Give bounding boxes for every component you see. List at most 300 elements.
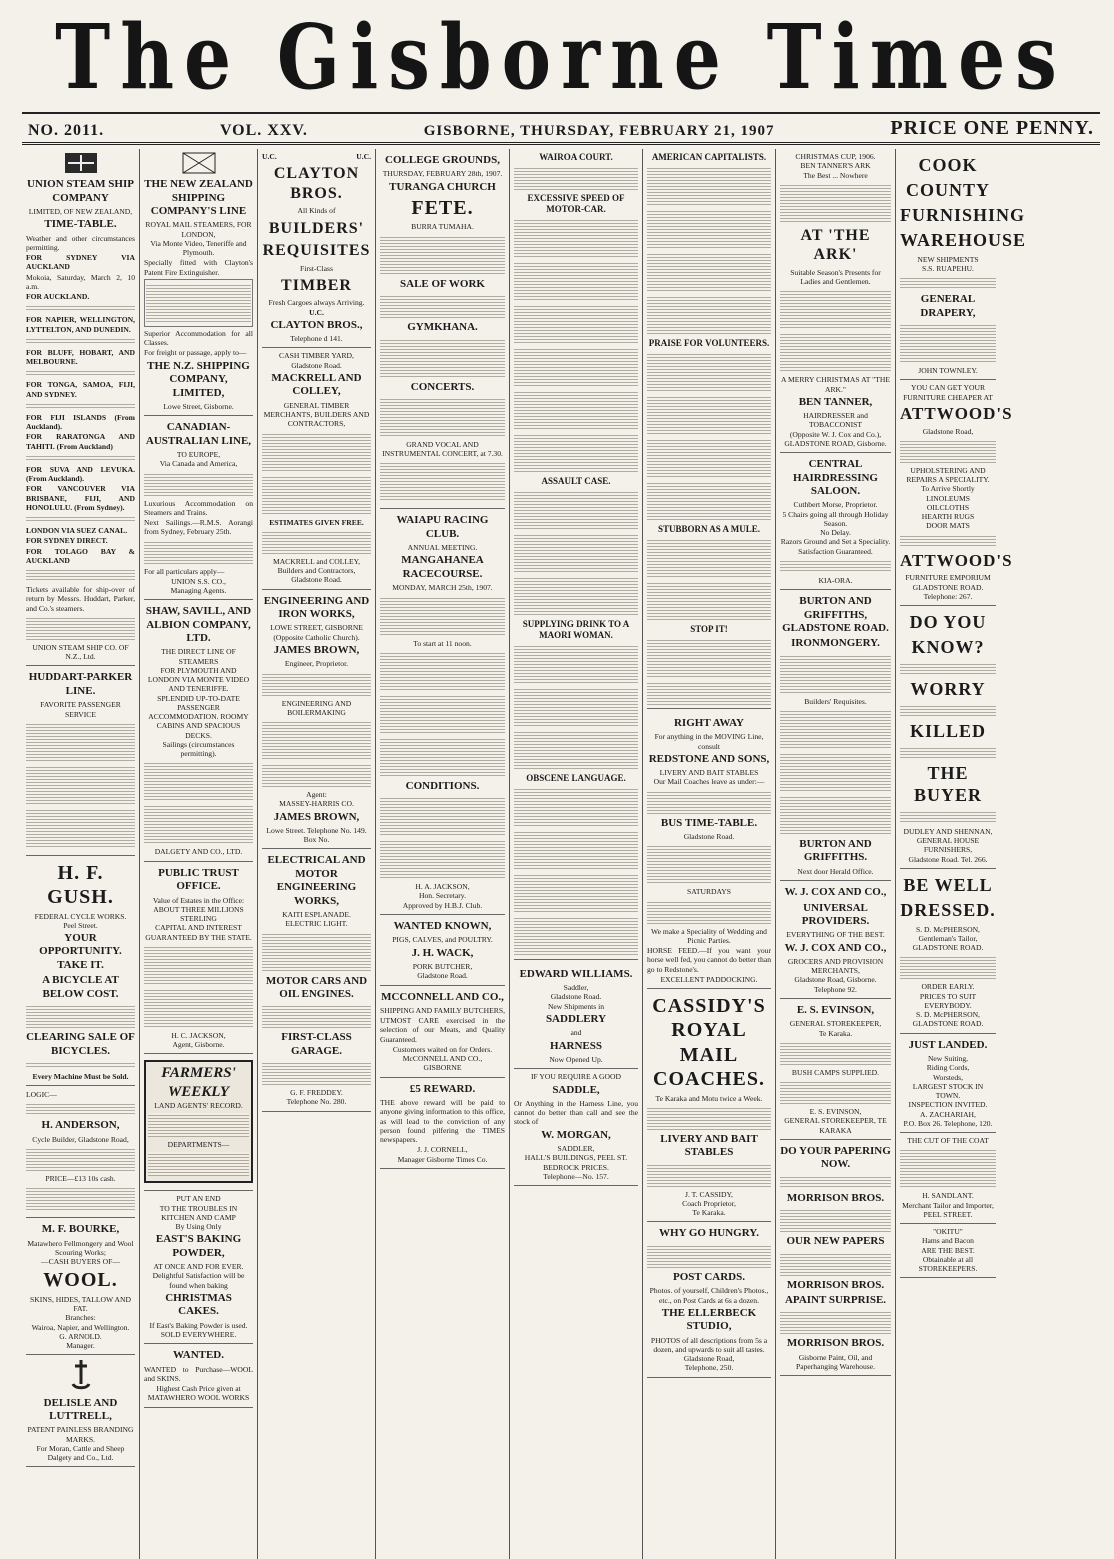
canadian-title: CANADIAN-AUSTRALIAN LINE, [145,421,252,447]
wack-name: J. H. WACK, [411,946,474,959]
attwood-telephone: Telephone: 267. [923,591,973,601]
new-papers: OUR NEW PAPERS [786,1235,885,1248]
text-lines [514,644,638,684]
central-hairdressing: CENTRAL HAIRDRESSING SALOON. [793,458,878,497]
timetable-heading: TIME-TABLE. [44,218,117,231]
burton-signature: BURTON AND GRIFFITHS. [799,838,872,864]
text-lines [780,1310,891,1334]
text-lines [900,662,996,676]
be-well: BE WELL [903,874,993,895]
cash-buyers: —CASH BUYERS OF— [41,1257,120,1267]
text-lines [380,596,505,636]
customers-waited: Customers waited on for Orders. [392,1044,493,1054]
requisites-heading: REQUISITES [262,242,371,260]
electrical-works: ELECTRICAL AND MOTOR ENGINEERING WORKS, [267,854,366,907]
by-using: By Using Only [175,1222,222,1232]
column-3 [258,149,376,1559]
hairdresser: HAIRDRESSER and TOBACCONIST [803,411,868,430]
column-1 [22,149,140,1559]
text-lines [380,294,505,318]
canadian-australian-ad [144,416,253,600]
utmost-care: UTMOST CARE exercised in the selection of our Meats, and Quality Guaranteed. [380,1016,505,1044]
union-agent: UNION S.S. CO., [171,576,226,586]
attwood-road-2: GLADSTONE ROAD. [912,582,984,592]
weather-note: Weather and other circumstances permitting. [26,233,135,252]
opposite-cox: (Opposite W. J. Cox and Co.), GLADSTONE ROAD, Gisborne. [784,429,887,448]
suva-heading: FOR SUVA AND LEVUKA. (From Auckland). [26,464,135,484]
uc-center: U.C. [309,307,324,317]
killed: KILLED [909,720,987,741]
grocers: GROCERS AND PROVISION MERCHANTS, [787,956,884,976]
text-lines [26,369,135,377]
union-sub: LIMITED, OF NEW ZEALAND, [28,207,133,217]
assault-heading: ASSAULT CASE. [541,475,611,486]
text-lines [514,687,638,727]
particulars-line: For all particulars apply— [144,566,225,576]
gush-sub: FEDERAL CYCLE WORKS. [34,911,127,921]
text-lines [380,694,505,734]
clayton-title: CLAYTON BROS. [273,165,360,202]
capital-line: CAPITAL AND INTEREST GUARANTEED BY THE STATE. [145,923,252,942]
text-lines [514,304,638,344]
text-lines [647,1106,771,1130]
text-lines [647,844,771,884]
approved-by: Approved by H.B.J. Club. [402,900,483,910]
tolaga-heading: FOR TOLAGO BAY & AUCKLAND [26,546,135,565]
wack-butcher-ad [380,915,505,986]
text-lines [26,616,135,640]
cuthbert-morse: Cuthbert Morse, Proprietor. [793,500,878,510]
mcconnell-signature: McCONNELL AND CO., [402,1054,483,1064]
worsteds: Worsteds, [933,1072,963,1082]
text-lines [262,932,371,972]
union-title: UNION STEAM SHIP COMPANY [27,178,134,204]
reward-heading: £5 REWARD. [409,1082,476,1095]
bus-road: Gladstone Road. [683,832,735,842]
morgan-saddler-ad [514,1069,638,1186]
inspection-invited: INSPECTION INVITED. [908,1100,988,1110]
rarotonga-heading: FOR RARATONGA AND TAHITI. (From Auckland) [26,432,135,451]
text-lines [26,808,135,848]
shaw-savill-ad [144,600,253,861]
text-lines [780,709,891,749]
evinson-ad [780,999,891,1140]
mail-coaches: Our Mail Coaches leave as under:— [653,777,765,787]
williams-trade: Saddler, [563,983,589,993]
text-lines [26,515,135,523]
clayton-bros-ad [262,149,371,348]
luxurious-line: Luxurious Accommodation on Steamers and Trains. [144,498,253,517]
john-townley: JOHN TOWNLEY. [918,366,978,376]
general-merchants: GENERAL TIMBER MERCHANTS, BUILDERS AND CONTRACTORS, [263,400,370,429]
five-chairs: 5 Chairs going all through Holiday Season. [782,509,889,528]
now-opened: Now Opened Up. [549,1055,603,1064]
fete-heading: FETE. [411,197,474,220]
sydney-heading: FOR SYDNEY VIA AUCKLAND [26,253,135,272]
tanner-ark: BEN TANNER'S ARK [800,161,871,171]
bedrock-prices: BEDROCK PRICES. [543,1162,609,1172]
masthead [22,8,1100,108]
wanted-heading: WANTED. [172,1349,225,1362]
warehouse-heading: WAREHOUSE [900,229,1027,250]
merchant-tailor: Merchant Tailor and Importer, [902,1200,994,1210]
text-lines [900,534,996,548]
gush-name: H. F. GUSH. [47,861,114,909]
text-lines [26,1147,135,1171]
text-lines [514,390,638,430]
dalgety-agents: DALGETY AND CO., LTD. [154,847,243,857]
text-lines [647,166,771,206]
waiapu-racing: WAIAPU RACING CLUB. [396,514,489,540]
royal-mail: ROYAL MAIL STEAMERS, FOR LONDON, [145,220,252,239]
saddlery: SADDLERY [545,1012,607,1025]
cook-county-ad [900,149,1027,380]
text-lines [144,540,253,564]
wairoa-court-article [514,152,638,956]
text-lines [780,1080,891,1104]
text-lines [647,1244,771,1268]
nz-shipping-ad [144,149,253,416]
delisle-name: DELISLE AND LUTTRELL, [43,1396,118,1423]
reward-ad [380,1078,505,1169]
okitu-ad [900,1224,996,1278]
papering-now: DO YOUR PAPERING NOW. [780,1144,891,1171]
new-shipments-8: NEW SHIPMENTS [917,254,979,264]
ironmongery: IRONMONGERY. [791,637,880,650]
managing-agents: Managing Agents. [170,586,227,595]
pork-butcher: PORK BUTCHER, [412,962,473,972]
mangahanea: MANGAHANEA RACECOURSE. [401,554,484,580]
anderson-sub: Cycle Builder, Gladstone Road, [32,1134,129,1144]
james-brown-ad [262,590,371,850]
cassidy-name: J. T. CASSIDY, [685,1189,733,1199]
cox-name-2: W. J. COX AND CO., [784,941,887,954]
dudley-address: Gladstone Road. Tel. 266. [908,854,988,864]
text-lines [514,533,638,573]
text-lines [144,472,253,496]
branding-iron-icon [67,1358,95,1392]
text-lines [647,352,771,392]
jackson-secretary: H. A. JACKSON, [415,882,470,892]
paddocking: EXCELLENT PADDOCKING. [660,974,758,984]
union-signature: UNION STEAM SHIP CO. OF N.Z., Ltd. [32,642,129,662]
matawhero-works: MATAWHERO WOOL WORKS [147,1393,250,1403]
new-suiting: New Suiting, [927,1054,969,1064]
text-lines [26,1186,135,1210]
superior-accommodation: Superior Accommodation for all Classes. [144,328,253,348]
opportunity: YOUR OPPORTUNITY. TAKE IT. [39,932,122,971]
american-capitalists-article [647,152,771,705]
nz-shipping-flag-icon [182,152,216,174]
cox-universal-ad [780,881,891,999]
dudley-shennan-ad [900,606,996,869]
departments: DEPARTMENTS— [167,1140,230,1150]
fiji-heading: FOR FIJI ISLANDS (From Auckland). [26,412,135,432]
prices-suit: PRICES TO SUIT EVERYBODY. [919,991,977,1010]
text-lines [900,1148,996,1188]
ship-flag-icon [64,152,98,174]
gymkhana: GYMKHANA. [407,321,478,334]
farmers-weekly-title: FARMERS' WEEKLY [161,1065,236,1100]
clayton-signature: CLAYTON BROS., [270,318,363,331]
text-lines [780,559,891,573]
pigs-calves: PIGS, CALVES, and POULTRY. [392,935,493,945]
mcconnell-town: GISBORNE [423,1063,462,1073]
wanted-body: WANTED to Purchase—WOOL and SKINS. [144,1364,253,1383]
public-trust-title: PUBLIC TRUST OFFICE. [158,866,239,893]
wanted-wool-ad [144,1344,253,1407]
builders-requisites: Builders' Requisites. [804,696,867,706]
text-lines [262,1004,371,1028]
morgan-telephone: Telephone—No. 157. [543,1171,609,1181]
builders-heading: BUILDERS' [268,219,365,237]
redstone-livery-ad [647,712,771,989]
clearing-sale: CLEARING SALE OF BICYCLES. [26,1031,135,1057]
east-baking-powder-ad [144,1191,253,1344]
text-lines [380,651,505,691]
bluff-heading: FOR BLUFF, HOBART, AND MELBOURNE. [26,347,135,367]
ellerbeck-telephone: Telephone, 250. [684,1363,734,1373]
text-lines [380,737,505,777]
text-lines [380,796,505,836]
text-lines [780,289,891,329]
gush-address: Peel Street. [63,920,98,930]
tonga-heading: FOR TONGA, SAMOA, FIJI, AND SYDNEY. [26,380,135,399]
farmers-weekly-banner [144,1060,253,1183]
text-lines [780,1175,891,1189]
cornell-name: J. J. CORNELL, [417,1145,468,1155]
dudley-shennan: DUDLEY AND SHENNAN, [903,826,993,836]
riding-cords: Riding Cords, [926,1063,970,1073]
text-lines [144,945,253,985]
column-2 [140,149,258,1559]
via-canada: Via Canada and America, [159,459,238,469]
text-lines [647,581,771,621]
text-lines [780,654,891,694]
evinson-signature: E. S. EVINSON, [809,1107,862,1117]
brown-name: JAMES BROWN, [273,643,360,656]
sold-everywhere: SOLD EVERYWHERE. [160,1330,237,1339]
text-lines [514,787,638,827]
te-karaka-motu: Te Karaka and Motu twice a Week. [655,1093,763,1103]
favorite-service: FAVORITE PASSENGER SERVICE [40,700,121,719]
paint-warehouse: Gisborne Paint, Oil, and Paperhanging Warehouse. [796,1352,875,1371]
text-lines [26,1102,135,1116]
brown-street: LOWE STREET, GISBORNE [270,623,363,633]
mcconnell-name: MCCONNELL AND CO., [381,990,504,1003]
text-lines [647,481,771,521]
moran-line: For Moran, Cattle and Sheep [36,1443,125,1453]
fresh-cargoes: Fresh Cargoes always Arriving. [268,298,365,308]
sandlant-name: H. SANDLANT. [922,1191,974,1201]
text-lines [647,252,771,292]
text-lines [262,432,371,472]
attwood-road: Gladstone Road, [922,426,974,436]
turanga-fete-ad [380,149,505,509]
morrison-bros-ad [780,1140,891,1376]
sale-of-work: SALE OF WORK [400,277,485,290]
text-lines [26,337,135,345]
attwood-ad [900,380,1013,606]
mcpherson-title: Gentleman's Tailor, [918,933,978,943]
text-lines [26,304,135,312]
land-agents-record: LAND AGENTS' RECORD. [154,1100,243,1110]
text-lines [380,397,505,437]
uc-left: U.C. [262,152,277,161]
concerts: CONCERTS. [410,380,475,393]
text-lines [144,761,253,801]
coach-proprietor: Coach Proprietor, [682,1198,736,1208]
brown-opposite: (Opposite Catholic Church). [273,632,360,642]
the-best: The Best ... Nowhere [803,170,868,180]
universal-providers: UNIVERSAL PROVIDERS. [801,901,870,927]
zachariah-ad [900,1034,996,1133]
no-delay: No Delay. [820,528,851,538]
mcconnell-trade: SHIPPING AND FAMILY BUTCHERS, [380,1005,505,1015]
text-lines [900,323,996,363]
zachariah-name: A. ZACHARIAH, [920,1109,976,1119]
dressed: DRESSED. [900,899,996,920]
anderson-name: H. ANDERSON, [41,1119,120,1132]
bourke-name: M. F. BOURKE, [41,1223,120,1236]
christmas-cup: CHRISTMAS CUP, 1906. [795,152,876,161]
saddle-heading: SADDLE, [552,1083,600,1096]
merry-christmas: A MERRY CHRISTMAS AT "THE ARK." [780,375,890,394]
text-lines [780,795,891,835]
huddart-heading: HUDDART-PARKER LINE. [28,671,133,697]
linoleums: LINOLEUMS [926,493,970,503]
text-lines [780,183,891,223]
fete-date: THURSDAY, FEBRUARY 28th, 1907. [382,169,503,179]
kaiti-esplanade: KAITI ESPLANADE. [282,910,351,920]
text-lines [647,790,771,814]
to-europe: TO EUROPE, [176,450,221,459]
column-8 [896,149,1027,1559]
east-baking-powder: EAST'S BAKING POWDER, [155,1233,242,1259]
plymouth-line: FOR PLYMOUTH AND LONDON VIA MONTE VIDEO AND TENERIFFE. [147,665,250,694]
bus-timetable: BUS TIME-TABLE. [660,816,758,829]
morrison-1: MORRISON BROS. [786,1191,885,1204]
text-lines [262,1061,371,1085]
text-lines [262,672,371,696]
text-lines [26,1061,135,1069]
boilermaking: ENGINEERING AND BOILERMAKING [281,698,352,717]
text-lines [900,704,996,718]
huddart-parker-ad [26,666,135,855]
text-lines [146,283,251,323]
morrison-3: MORRISON BROS. [786,1337,885,1350]
timber-heading: TIMBER [281,276,352,294]
union-steamship-ad [26,149,135,666]
sydney-direct-heading: FOR SYDNEY DIRECT. [26,536,108,546]
nzsc-address: Lowe Street, Gisborne. [163,401,234,411]
dateline [22,112,1100,145]
text-lines [647,638,771,678]
mackrell-colley-ad [262,348,371,589]
everything-best: EVERYTHING OF THE BEST. [786,930,885,940]
waiapu-racing-ad [380,509,505,915]
kia-ora: KIA-ORA. [818,575,853,585]
text-lines [780,1208,891,1232]
text-lines [380,461,505,501]
general-storekeeper: GENERAL STOREKEEPER, [789,1019,882,1029]
brown-telephone: Lowe Street. Telephone No. 149. Box No. [266,825,367,845]
issue-number: NO. 2011. [28,122,105,139]
paint-surprise: APAINT SURPRISE. [784,1293,887,1306]
harness: HARNESS [550,1039,602,1052]
bourke-wool-ad [26,1218,135,1355]
obtainable: Obtainable at all STOREKEEPERS. [918,1254,978,1274]
burton-griffiths-ad [780,590,891,881]
column-7 [776,149,896,1559]
oilcloths: OILCLOTHS [926,502,970,512]
excessive-speed-heading: EXCESSIVE SPEED OF MOTOR-CAR. [527,192,625,214]
ben-tanner-ad [780,149,891,453]
text-lines [514,730,638,770]
largest-stock: LARGEST STOCK IN TOWN. [912,1081,984,1101]
text-lines [26,765,135,805]
college-grounds: COLLEGE GROUNDS, [385,154,500,166]
wedding-parties: We make a Speciality of Wedding and Picnic Parties. [651,926,767,945]
shaw-title: SHAW, SAVILL, AND ALBION COMPANY, LTD. [145,605,252,645]
county-heading: COUNTY [905,179,990,200]
order-early: ORDER EARLY. [921,982,975,992]
horse-feed: HORSE FEED.—If you want your horse well fed, you cannot do better than go to Redstone's. [647,946,771,974]
volume-number: VOL. XXV. [219,122,308,139]
column-4 [376,149,510,1559]
via-line: Via Monte Video, Teneriffe and Plymouth. [150,238,247,258]
text-lines [780,1252,891,1276]
sailings-line: Sailings (circumstances permitting). [162,739,235,759]
patent-line: PATENT PAINLESS BRANDING [27,1425,134,1435]
text-lines [647,1163,771,1187]
hearth-rugs: HEARTH RUGS [921,512,975,522]
anderson-cycle-ad [26,1086,135,1218]
first-class: First-Class [300,263,333,273]
text-lines [647,438,771,478]
evinson-town: Te Karaka. [818,1028,853,1038]
freddey-name: G. F. FREDDEY. [290,1088,343,1098]
dalgety-line: Dalgety and Co., Ltd. [47,1453,114,1463]
next-sailings: Next Sailings.—R.M.S. Aorangi from Sydney, February 25th. [144,518,253,537]
conditions: CONDITIONS. [405,779,480,792]
annual-meeting: ANNUAL MEETING. [407,543,478,553]
sandlant-ad [900,1133,996,1224]
start-time: To start at 11 noon. [413,638,472,648]
and-word: and [570,1028,582,1038]
public-trust-ad [144,862,253,1055]
you-can-get: YOU CAN GET YOUR FURNITURE CHEAPER AT [903,383,993,402]
post-cards: POST CARDS. [673,1270,745,1283]
column-6 [643,149,776,1559]
general-drapery: GENERAL DRAPERY, [920,293,976,319]
splendid-line: SPLENDID UP-TO-DATE PASSENGER ACCOMMODATION. ROOMY CABINS AND SPACIOUS DECKS. [148,693,249,740]
estates-value: Value of Estates in the Office: ABOUT THREE MILLIONS STERLING [152,895,245,924]
cassidy-title: CASSIDY'S ROYAL MAIL COACHES. [652,995,766,1091]
text-lines [900,810,996,824]
cassidy-coaches-ad [647,989,771,1222]
evinson-name: E. S. EVINSON, [796,1003,875,1016]
cox-address: Gladstone Road, Gisborne. [794,975,877,985]
cash-timber-yard: CASH TIMBER YARD, [279,351,354,361]
hon-secretary: Hon. Secretary. [419,891,466,901]
text-lines [514,261,638,301]
text-lines [262,763,371,787]
mackrell-road: Gladstone Road. [291,360,342,370]
text-lines [900,276,996,290]
estimates-free: ESTIMATES GIVEN FREE. [269,517,364,527]
mackrell-title: Builders and Contractors, Gladstone Road. [277,566,356,585]
